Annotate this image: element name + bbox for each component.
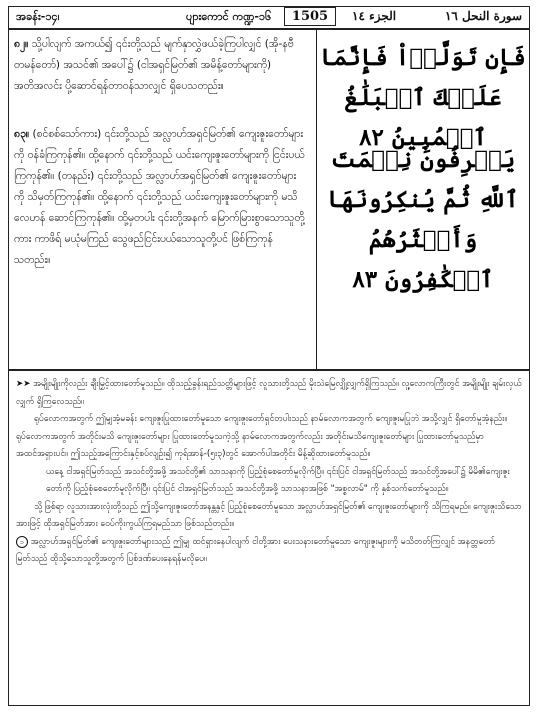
footnote-paragraph: ရုပ်လောကအတွက် ဤမျှအံ့မခန်း ကျေးဇူးပြုထားတော်မူသော ကျေးဇူးတော်ရှင်တပါးသည် နာမ်လောကအတွက် ကျေးဇူးမပြုဘဲ အသို့လျှင် ရှိတော်မူအံ့နည်း။ ရုပ်လောကအတွက် အတိုင်းမသိ ကျေးဇူးတော်များ ပြုထားတော်မူသကဲ့သို့ နာမ်လောကအတွက်လည်း အတိုင်းမသိကျေးဇူးတော်များ ပြုထားတော်မူသည်မှာ အထင်အရှားပင်။ ဤသည့်အကြောင်းနှင့်စပ်လျဉ်း၍ ကုရ်အာန်-(၅း၃)တွင် အောက်ပါအတိုင်း မိန့်ဆိုထားတော်မူသည်။ <box>16 414 507 459</box>
verse-translation-83 <box>14 124 306 271</box>
header-surah: سورة النحل ١٦ <box>444 9 522 23</box>
footnote-paragraph: သို့ဖြစ်ရာ လူသားအားလုံးတို့သည် ဤသို့ကျေးဇူးတော်အနန္တနှင့် ပြည့်စုံစေတော်မူသော အလ္လာဟ်အရှင်မြတ်၏ ကျေးဇူးတော်များကို သိကြရမည်။ ကျေးဇူးသိသောအားဖြင့် ထိုအရှင်မြတ်အား ဝေပ်ကိုးကွယ်ကြရမည်သာ ဖြစ်သည်တည်း။ <box>16 501 522 529</box>
verse-number: ၈၂။ <box>14 38 29 50</box>
arabic-verse-82: فَإِن تَوَلَّوۡاْ فَإِنَّمَا عَلَيۡكَ ٱلۡبَلَٰغُ ٱلۡمُبِينُ ٨٢ <box>320 44 526 151</box>
footnote-marker: ၁ <box>16 536 28 548</box>
page-header <box>8 6 530 30</box>
verse-text: (စင်စစ်သော်ကား) ၎င်းတို့သည် အလ္လာဟ်အရှင်မြတ်၏ ကျေးဇူးတော်များကို ဝန်ခံကြကုန်၏။ ထို့နောက် ၎င်းတို့သည် ယင်းကျေးဇူးတော်များကို ငြင်းပယ်ကြကုန်၏။ (တနည်း) ၎င်းတို့သည် အလ္လာဟ်အရှင်မြတ်၏ ကျေးဇူးတော်များကို သိမှတ်ကြကုန်၏။ ထို့နောက် ၎င်းတို့သည် ယင်းကျေးဇူးတော်များကို မသိလေဟန် ဆောင်ကြကုန်၏။ ထို့မှတပါး ၎င်းတို့အနက် မြောက်မြားစွာသောသူတို့ကား ကာဖိရ် မယုံမကြည် သွေဖည်ငြင်းပယ်သောသူတို့ပင် ဖြစ်ကြကုန်သတည်း။ <box>14 128 305 266</box>
footnote-text: အလ္လာဟ်အရှင်မြတ်၏ ကျေးဇူးတော်များသည် ဤမျှ ထင်ရှားနေပါလျက် ငါတို့အား ပေးသနားတော်မူသော ကျေးဇူးများကို မသိတတ်ကြလျှင် အနတ္တတော်မြတ်သည် ထိုသို့သောသူတို့အတွက် ပြစ်ဒဏ်ပေးနေရန်မလိုပေ။ <box>16 536 496 564</box>
footnote-paragraph <box>16 534 522 569</box>
arabic-verse-83: يَعۡرِفُونَ نِعۡمَتَ ٱللَّهِ ثُمَّ يُنكِرُونَهَا وَأَكۡثَرُهُمُ ٱلۡكَٰفِرُونَ ٨٣ <box>327 146 519 293</box>
column-divider <box>316 30 317 369</box>
page-number: 1505 <box>284 7 336 26</box>
header-section: ပျားကောင် ကဏ္ဍ-၁၆ <box>186 10 272 23</box>
footnote-text: အမျိုးမျိုးကိုလည်း ချီးမြှင့်ထားတော်မူသည်။ ထိုသည့်ခွန်းရည်သတ္တိများဖြင့် လူသားတို့သည် မိုးသဲမြေလျှို့လျှက်ရှိကြသည်။ လူ့လောကကြီးတွင် အမျိုးမျိုး ချမ်းလှယ်လျှက် ရှိကြလေသည်။ <box>16 379 522 407</box>
footnote-paragraph <box>16 376 522 411</box>
footnotes <box>16 376 522 569</box>
quoted-verse: ယနေ့ ငါအရှင်မြတ်သည် အသင်တို့အဖို့ အသင်တို့၏ သာသနာကို ပြည့်စုံစေတော်မူလိုက်ပြီ။ ၎င်းပြင် ငါအရှင်မြတ်သည် အသင်တို့အပေါ်၌ မိမိ၏ကျေးဇူးတော်ကို ပြည့်စုံစေတော်မူလိုက်ပြီ။ ၎င်းပြင် ငါအရှင်မြတ်သည် အသင်တို့အဖို့ သာသနာအဖြစ် "အစ္စလာမ်" ကို နှစ်သက်တော်မူသည်။ <box>46 466 510 494</box>
verse-translation-82 <box>14 34 306 97</box>
verse-number: ၈၃။ <box>14 128 30 140</box>
verse-text: သို့ပါလျက် အကယ်၍ ၎င်းတို့သည် မျက်နှာလွှဲဖယ်ခဲ့ကြပါလျှင် (အို-နဗီတမန်တော်) အသင်၏ အပေါ်၌ (ငါအရှင်မြတ်၏ အမိန့်တော်များကို) အတိအလင်း ပို့ဆောင်ရန်တာဝန်သာလျှင် ရှိပေသတည်း။ <box>14 38 294 92</box>
continuation-arrow-icon: ➤➤ <box>16 379 31 389</box>
header-chapter: အခန်း-၁၄၊ <box>16 10 60 23</box>
header-juz: الجزء ١٤ <box>352 9 397 23</box>
footnote-separator <box>8 369 530 371</box>
